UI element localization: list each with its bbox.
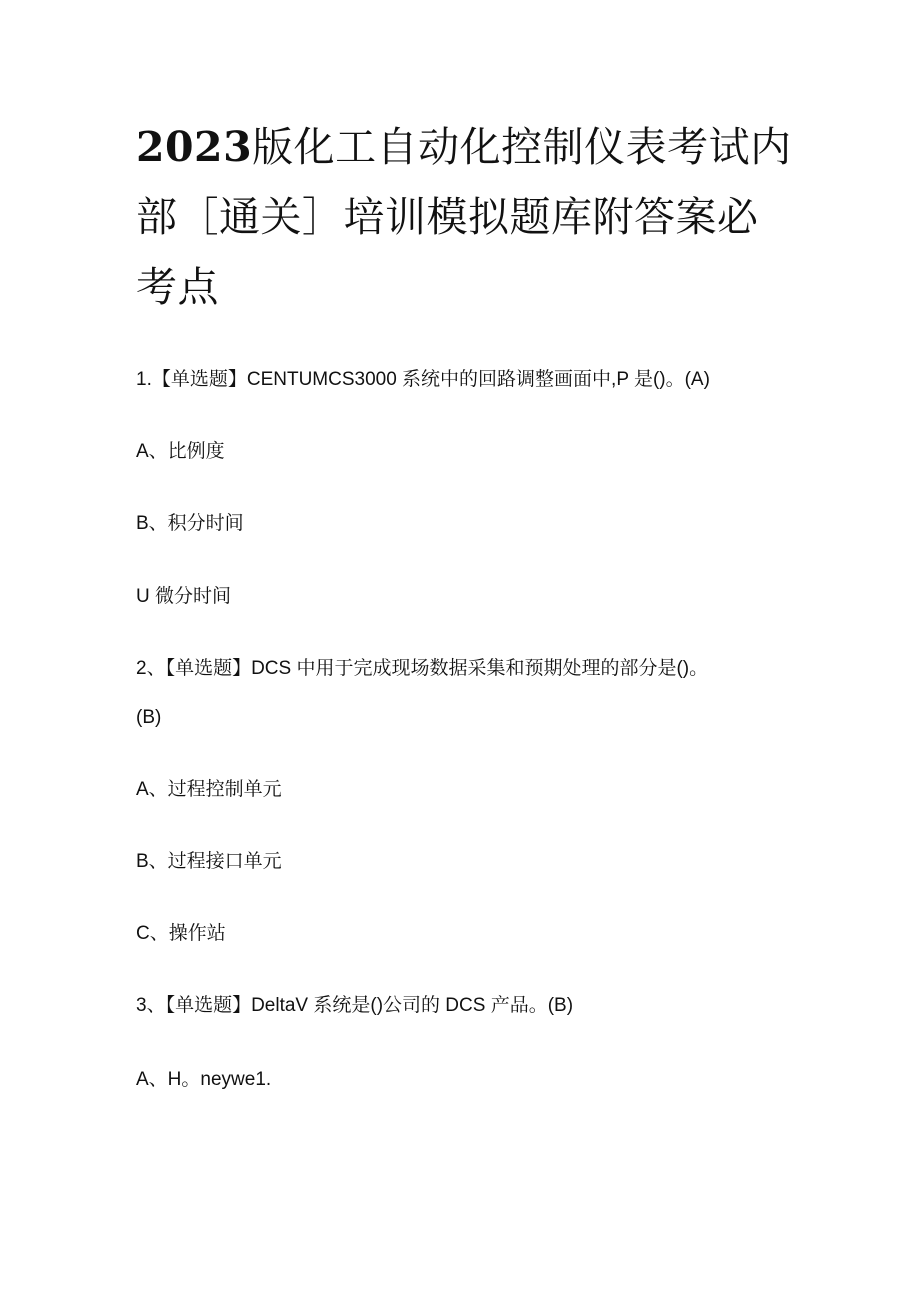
q3-option-a: A、H。neywe1. [136, 1069, 272, 1090]
document-title [136, 112, 796, 322]
title-text: 版化工自动化控制仪表考试内部［通关］培训模拟题库附答案必考点 [136, 123, 792, 311]
q1-option-b: B、积分时间 [136, 513, 244, 534]
q2-option-c: C、操作站 [136, 923, 226, 944]
title-year: 2023 [136, 123, 253, 171]
question-2: 2、【单选题】DCS 中用于完成现场数据采集和预期处理的部分是()。 [136, 658, 709, 679]
q2-option-b: B、过程接口单元 [136, 851, 282, 872]
question-2-answer: (B) [136, 707, 162, 728]
question-3: 3、【单选题】DeltaV 系统是()公司的 DCS 产品。(B) [136, 995, 574, 1016]
q2-option-a: A、过程控制单元 [136, 779, 282, 800]
q1-option-a: A、比例度 [136, 441, 225, 462]
question-1: 1.【单选题】CENTUMCS3000 系统中的回路调整画面中,P 是()。(A) [136, 369, 710, 390]
q1-option-c: U 微分时间 [136, 586, 232, 607]
